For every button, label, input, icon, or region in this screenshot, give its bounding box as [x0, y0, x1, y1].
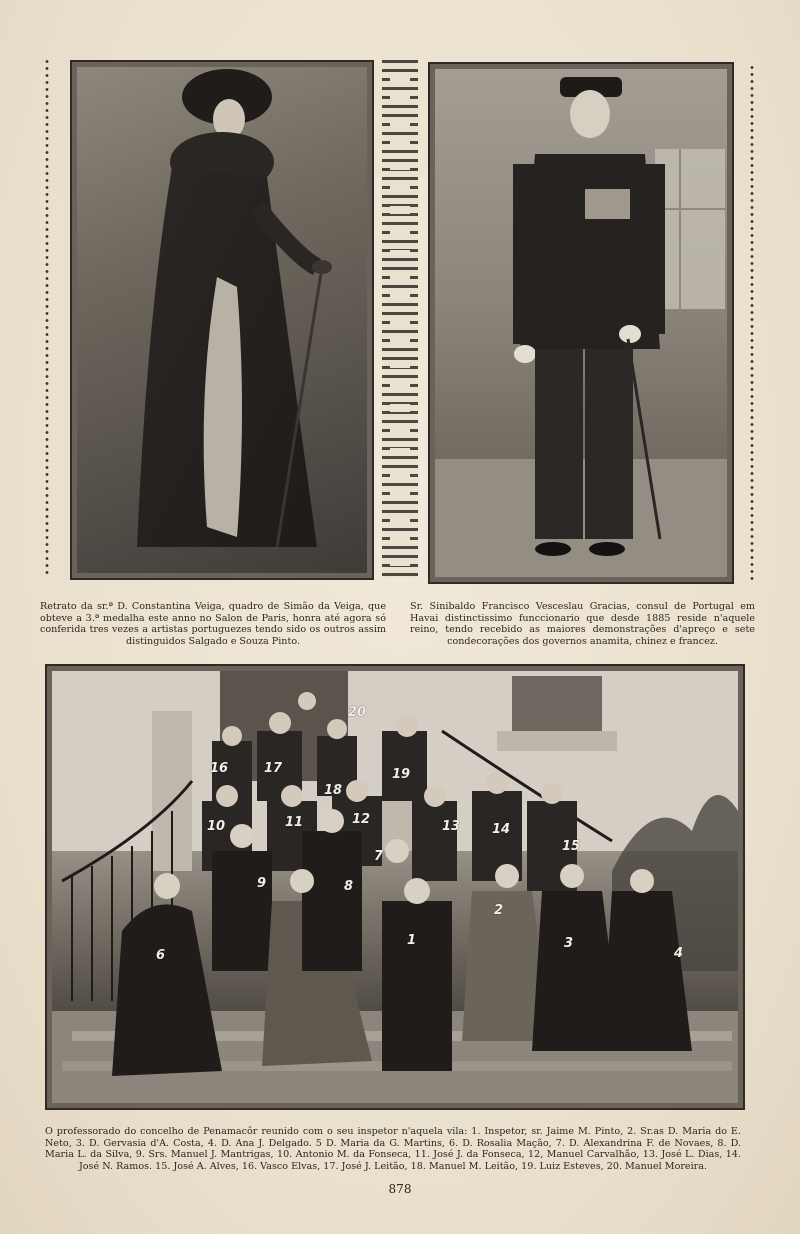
page-number: 878 — [388, 1182, 412, 1196]
person-number-6: 6 — [156, 948, 166, 963]
painting-caption: Retrato da sr.ª D. Constantina Veiga, quadro de Simão da Veiga, que obteve a 3.ª medalha este anno no Salon de Paris, honra até agora só conferida tres vezes a artistas portuguezes tendo sido os outros assim distinguidos Salgado e Souza Pinto. — [40, 601, 386, 647]
portrait-photo-frame — [428, 62, 734, 584]
painting-photo — [77, 67, 367, 573]
person-number-3: 3 — [564, 936, 574, 951]
left-dotted-ornament — [45, 58, 49, 578]
uniformed-man-illustration — [435, 69, 727, 577]
person-number-11: 11 — [285, 815, 304, 830]
person-number-15: 15 — [562, 839, 581, 854]
painting-photo-frame — [70, 60, 374, 580]
teachers-group-illustration — [52, 671, 738, 1103]
person-number-9: 9 — [257, 876, 267, 891]
person-number-13: 13 — [442, 819, 461, 834]
woman-figure-illustration — [77, 67, 367, 573]
person-number-19: 19 — [392, 767, 411, 782]
group-caption: O professorado do concelho de Penamacôr reunido com o seu inspetor n'aquela vila: 1. Inspetor, sr. Jaime M. Pinto, 2. Sr.as D. Maria do E. Neto, 3. D. Gervasia d'A. Costa, 4. D. Ana J. Delgado. 5 D. Maria da G. Martins, 6. D. Rosalia Mação, 7. D. Alexandrina F. de Novaes, 8. D. Maria L. da Silva, 9. Srs. Manuel J. Mantrigas, 10. Antonio M. da Fonseca, 11. José J. da Fonseca, 12, Manuel Carvalhão, 13. José L. Dias, 14. José N. Ramos. 15. José A. Alves, 16. Vasco Elvas, 17. José J. Leitão, 18. Manuel M. Leitão, 19. Luiz Esteves, 20. Manuel Moreira. — [45, 1126, 741, 1172]
person-number-14: 14 — [492, 822, 511, 837]
person-number-8: 8 — [344, 879, 354, 894]
portrait-caption: Sr. Sinibaldo Francisco Vesceslau Gracias, consul de Portugal em Havai distinctissimo funccionario que desde 1885 reside n'aquele reino, tendo recebido as maiores demonstrações d'apreço e sete condecorações dos governos anamita, chinez e francez. — [410, 601, 755, 647]
person-number-18: 18 — [324, 783, 343, 798]
group-photo — [52, 671, 738, 1103]
person-number-10: 10 — [207, 819, 226, 834]
person-number-12: 12 — [352, 812, 371, 827]
person-number-1: 1 — [407, 933, 417, 948]
portrait-photo — [435, 69, 727, 577]
person-number-17: 17 — [264, 761, 283, 776]
group-photo-frame — [45, 664, 745, 1110]
person-number-4: 4 — [674, 946, 684, 961]
person-number-2: 2 — [494, 903, 504, 918]
decorative-vertical-band — [382, 60, 418, 578]
person-number-16: 16 — [210, 761, 229, 776]
right-dotted-ornament — [750, 64, 754, 584]
person-number-20: 20 — [348, 705, 367, 720]
person-number-7: 7 — [374, 849, 384, 864]
